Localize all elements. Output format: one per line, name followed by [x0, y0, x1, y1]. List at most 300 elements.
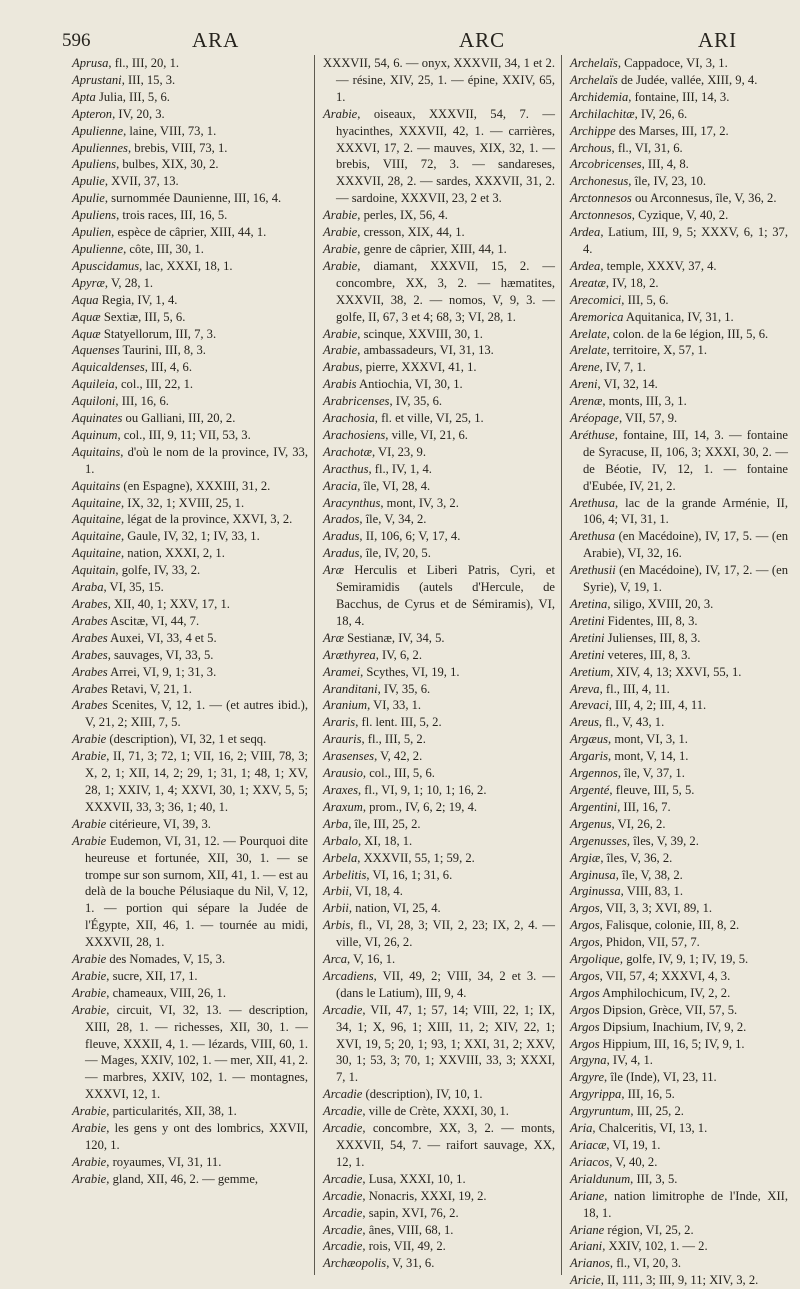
index-entry — [323, 647, 555, 664]
index-entry — [72, 833, 308, 951]
entry-term: Arianos — [570, 1256, 610, 1271]
entry-term: Argyruntum — [570, 1104, 631, 1119]
entry-term: Archilachitæ — [570, 106, 635, 121]
entry-references: , XXIV, 102, 1. — 2. — [602, 1239, 708, 1254]
entry-references: , fl. et ville, VI, 25, 1. — [374, 411, 484, 426]
entry-term: Aretium — [570, 664, 611, 679]
index-entry — [323, 1171, 555, 1188]
index-entry — [323, 630, 555, 647]
index-entry — [570, 342, 788, 359]
entry-references: (en Macédoine), IV, 17, 5. — (en Arabie), VI, 32, 16. — [583, 529, 788, 561]
entry-term: Aquiloni — [72, 394, 116, 409]
entry-term: Arethusii — [570, 563, 616, 578]
entry-references: , scinque, XXVIII, 30, 1. — [357, 326, 483, 341]
entry-term: Argolique — [570, 952, 620, 967]
index-entry — [323, 207, 555, 224]
entry-references: , concombre, XX, 3, 2. — monts, XXXVII, 54, 7. — raifort sauvage, XX, 12, 1. — [336, 1121, 555, 1169]
entry-references: , Latium, III, 9, 5; XXXV, 6, 1; 37, 4. — [583, 225, 788, 256]
entry-references: , col., III, 5, 6. — [362, 766, 435, 781]
index-entry — [72, 207, 308, 224]
entry-term: Argenus — [570, 816, 612, 831]
entry-references: , golfe, IV, 33, 2. — [115, 563, 201, 578]
entry-references: des Nomades, V, 15, 3. — [106, 952, 226, 967]
entry-term: Ardea — [570, 225, 601, 240]
entry-term: Aquitaine — [72, 529, 121, 544]
index-entry — [72, 1171, 308, 1188]
entry-references: , VIII, 83, 1. — [620, 884, 684, 899]
entry-references: , XXXVII, 55, 1; 59, 2. — [357, 850, 475, 865]
index-entry — [323, 1205, 555, 1222]
entry-references: , les gens y ont des lombrics, XXVII, 120, 1. — [85, 1121, 308, 1152]
entry-references: , VII, 49, 2; VIII, 34, 2 et 3. — (dans le Latium), III, 9, 4. — [336, 968, 555, 1000]
entry-term: Araxes — [323, 782, 358, 797]
entry-term: Arethusa — [570, 529, 616, 544]
index-entry — [72, 190, 308, 207]
entry-references: , fl., IV, 1, 4. — [368, 461, 432, 476]
entry-term: Arabes — [72, 630, 108, 645]
index-entry — [570, 106, 788, 123]
entry-term: Aprusa — [72, 56, 109, 70]
entry-references: , territoire, X, 57, 1. — [606, 343, 707, 358]
index-entry — [323, 951, 555, 968]
index-entry — [570, 917, 788, 934]
index-entry — [570, 900, 788, 917]
entry-term: Arabes — [72, 681, 108, 696]
entry-references: (en Espagne), XXXIII, 31, 2. — [120, 478, 271, 493]
entry-term: Apteron — [72, 106, 113, 121]
index-columns — [72, 55, 790, 1288]
index-entry — [570, 190, 788, 207]
entry-references: , Phidon, VII, 57, 7. — [599, 935, 700, 950]
entry-references: , rois, VII, 49, 2. — [362, 1239, 446, 1254]
entry-references: , ville de Crète, XXXI, 30, 1. — [362, 1104, 509, 1119]
index-entry — [570, 1137, 788, 1154]
index-entry — [570, 326, 788, 343]
index-entry — [323, 748, 555, 765]
entry-references: , temple, XXXV, 37, 4. — [600, 258, 717, 273]
index-entry — [570, 1086, 788, 1103]
index-entry — [323, 664, 555, 681]
entry-references: , pierre, XXXVI, 41, 1. — [359, 360, 477, 375]
entry-term: Arba — [323, 816, 349, 831]
entry-term: Areni — [570, 377, 598, 392]
index-entry — [323, 968, 555, 1002]
entry-term: Arachotæ — [323, 444, 372, 459]
entry-references: , ânes, VIII, 68, 1. — [362, 1222, 454, 1237]
entry-references: Herculis et Liberi Patris, Cyri, et Semiramidis (autels d'Hercule, de Bacchus, de Cyrus et de Sémiramis), VI, 18, 4. — [336, 563, 555, 628]
entry-term: Apulie — [72, 174, 105, 189]
index-entry — [570, 427, 788, 495]
entry-term: Arbis — [323, 918, 351, 933]
index-entry — [323, 867, 555, 884]
index-entry — [323, 444, 555, 461]
entry-references: , fl., VI, 31, 6. — [611, 140, 683, 155]
index-entry — [570, 1036, 788, 1053]
index-entry — [323, 883, 555, 900]
entry-references: , sauvages, VI, 33, 5. — [107, 647, 214, 662]
entry-references: ou Galliani, III, 20, 2. — [122, 411, 236, 426]
index-entry — [72, 241, 308, 258]
entry-term: Arabie — [323, 343, 358, 358]
entry-term: Areva — [570, 681, 600, 696]
entry-term: Arene — [570, 360, 600, 375]
entry-term: Argennos — [570, 766, 618, 781]
entry-term: Argos — [570, 1019, 600, 1034]
index-entry — [72, 123, 308, 140]
entry-references: Dipsion, Grèce, VII, 57, 5. — [599, 1002, 738, 1017]
index-entry — [72, 596, 308, 613]
index-entry — [72, 748, 308, 816]
index-entry — [570, 697, 788, 714]
entry-references: , chameaux, VIII, 26, 1. — [106, 985, 227, 1000]
index-entry — [72, 579, 308, 596]
entry-references: , golfe, IV, 9, 1; IV, 19, 5. — [619, 952, 749, 967]
entry-references: , V, 16, 1. — [347, 952, 396, 967]
entry-term: Arabis — [323, 377, 357, 392]
entry-references: , fl., III, 5, 2. — [361, 732, 426, 747]
entry-references: Scenites, V, 12, 1. — (et autres ibid.), V, 21, 2; XIII, 7, 5. — [85, 698, 308, 730]
index-entry — [72, 359, 308, 376]
index-entry — [570, 934, 788, 951]
entry-term: Arevaci — [570, 698, 609, 713]
entry-term: Aquitains — [72, 444, 121, 459]
index-entry — [72, 444, 308, 478]
index-entry — [72, 731, 308, 748]
index-entry — [72, 511, 308, 528]
running-head-middle: ARC — [459, 28, 506, 52]
index-entry — [72, 292, 308, 309]
entry-references: , nation limitrophe de l'Inde, XII, 18, 1. — [583, 1188, 788, 1220]
index-entry — [570, 714, 788, 731]
index-entry — [72, 140, 308, 157]
entry-term: Arabie — [323, 208, 358, 223]
index-entry — [72, 156, 308, 173]
index-entry — [570, 207, 788, 224]
entry-references: , ville, VI, 21, 6. — [385, 427, 468, 442]
index-entry — [323, 1255, 555, 1272]
entry-term: Aquitains — [72, 478, 121, 493]
entry-term: Aranditani — [323, 681, 378, 696]
entry-references: , îles, V, 39, 2. — [626, 833, 699, 848]
index-entry — [570, 968, 788, 985]
entry-term: Arcadie — [323, 1104, 363, 1119]
index-entry — [72, 1103, 308, 1120]
entry-references: , nation, XXXI, 2, 1. — [120, 546, 225, 561]
entry-references: , Lusa, XXXI, 10, 1. — [362, 1171, 466, 1186]
entry-references: , particularités, XII, 38, 1. — [106, 1104, 237, 1119]
entry-term: Arabie — [323, 106, 358, 121]
index-entry — [323, 799, 555, 816]
entry-term: Arados — [323, 512, 360, 527]
index-entry — [72, 275, 308, 292]
entry-term: Aracthus — [323, 461, 369, 476]
index-entry — [323, 731, 555, 748]
entry-term: Arcadiens — [323, 968, 374, 983]
index-entry — [570, 748, 788, 765]
running-head-left: ARA — [192, 28, 240, 52]
index-entry — [570, 140, 788, 157]
entry-term: Aræ — [323, 563, 344, 578]
entry-references: , XII, 40, 1; XXV, 17, 1. — [107, 597, 230, 611]
index-entry — [72, 106, 308, 123]
index-entry — [570, 292, 788, 309]
index-column-1 — [72, 55, 314, 1275]
entry-term: Arabie — [72, 816, 107, 831]
entry-term: Aquitain — [72, 563, 116, 578]
index-entry — [72, 224, 308, 241]
index-entry — [323, 1086, 555, 1103]
index-entry — [323, 241, 555, 258]
index-entry — [323, 224, 555, 241]
entry-term: Arginusa — [570, 867, 616, 882]
index-entry — [570, 833, 788, 850]
entry-references: Auxei, VI, 33, 4 et 5. — [107, 630, 217, 645]
index-entry — [72, 664, 308, 681]
entry-references: , fl., III, 4, 11. — [599, 681, 670, 696]
index-entry — [570, 630, 788, 647]
entry-references: XXXVII, 54, 6. — onyx, XXXVII, 34, 1 et 2. — résine, XIV, 25, 1. — épine, XXIV, 65, 1. — [323, 56, 555, 104]
index-entry — [570, 596, 788, 613]
entry-term: Ariani — [570, 1239, 603, 1254]
entry-references: , II, 71, 3; 72, 1; VII, 16, 2; VIII, 78, 3; X, 2, 1; XII, 14, 2; 29, 1; 31, 1; 48, 1; XV, 28, 1; XXIV, 1, 4; XXVI, 30, 1; XXV, 5, 5; XXXVII, 33, 3; 36, 1; 40, 1. — [85, 749, 308, 814]
index-entry — [323, 393, 555, 410]
entry-references: , île, IV, 20, 5. — [359, 546, 431, 561]
entry-references: , Nonacris, XXXI, 19, 2. — [362, 1188, 487, 1203]
entry-references: , Cyzique, V, 40, 2. — [631, 208, 729, 223]
index-entry — [570, 782, 788, 799]
entry-term: Arbii — [323, 901, 349, 916]
entry-term: Apuliennes — [72, 140, 128, 155]
index-entry — [570, 1154, 788, 1171]
entry-term: Aracia — [323, 478, 358, 493]
entry-references: , lac de la grande Arménie, II, 106, 4; VI, 31, 1. — [583, 495, 788, 527]
index-entry — [570, 562, 788, 596]
index-entry — [323, 545, 555, 562]
index-entry — [72, 393, 308, 410]
index-entry — [323, 714, 555, 731]
entry-term: Aranium — [323, 698, 368, 713]
entry-term: Araxum — [323, 799, 363, 814]
entry-references: Taurini, III, 8, 3. — [119, 343, 206, 358]
index-entry — [323, 850, 555, 867]
index-entry — [323, 833, 555, 850]
entry-term: Argos — [570, 918, 600, 933]
entry-term: Areatæ — [570, 275, 606, 290]
entry-term: Arabus — [323, 360, 360, 375]
entry-references: , VII, 47, 1; 57, 14; VIII, 22, 1; IX, 34, 1; X, 96, 1; XIII, 11, 2; XIV, 22, 1; XVI, 19, 5; 20, 1; 93, 1; XXI, 31, 2; XXV, 30, 1; 53, 3; 70, 1; XXVIII, 33, 3; XXXI, 7, 1. — [336, 1002, 555, 1085]
entry-references: Fidentes, III, 8, 3. — [604, 613, 698, 628]
entry-term: Archippe — [570, 123, 616, 138]
entry-references: , XIV, 4, 13; XXVI, 55, 1. — [610, 664, 742, 679]
entry-term: Arabes — [72, 647, 108, 662]
entry-references: Antiochia, VI, 30, 1. — [356, 377, 463, 392]
index-entry — [570, 55, 788, 72]
entry-references: , fontaine, III, 14, 3. — [628, 89, 730, 104]
entry-term: Arabes — [72, 613, 108, 628]
index-entry — [570, 1103, 788, 1120]
entry-references: , sucre, XII, 17, 1. — [106, 968, 198, 983]
entry-term: Arabie — [72, 1002, 107, 1017]
entry-term: Arasenses — [323, 749, 375, 764]
entry-term: Araba — [72, 580, 104, 595]
entry-term: Archæopolis — [323, 1256, 387, 1271]
entry-references: , VI, 33, 1. — [367, 698, 422, 713]
index-entry — [323, 359, 555, 376]
entry-term: Apulienne — [72, 241, 124, 256]
entry-term: Aræ — [323, 630, 344, 645]
entry-references: , bulbes, XIX, 30, 2. — [116, 157, 219, 172]
entry-term: Arbelitis — [323, 867, 367, 882]
entry-term: Aréopage — [570, 411, 619, 426]
entry-references: , III, 4, 2; III, 4, 11. — [608, 698, 707, 713]
entry-references: , IX, 32, 1; XVIII, 25, 1. — [120, 495, 245, 510]
entry-references: (description), IV, 10, 1. — [362, 1087, 483, 1102]
entry-references: Eudemon, VI, 31, 12. — Pourquoi dite heureuse et fortunée, XII, 30, 1. — se trompe sur son surnom, XII, 41, 1. — est au delà de la bouche Pélusiaque du Nil, V, 12, 1. — portion qui sépare la Judée de l'Égypte, XII, 46, 1. — tournée au midi, XXXVII, 28, 1. — [85, 833, 308, 950]
entry-term: Arcadie — [323, 1121, 363, 1136]
entry-references: Sestianæ, IV, 34, 5. — [344, 630, 445, 645]
entry-references: , monts, III, 3, 1. — [602, 394, 687, 409]
index-entry — [570, 1120, 788, 1137]
entry-term: Aramei — [323, 664, 361, 679]
index-entry — [323, 917, 555, 951]
entry-references: , brebis, VIII, 73, 1. — [127, 140, 228, 155]
entry-references: , gland, XII, 46, 2. — gemme, — [106, 1171, 259, 1186]
entry-term: Argos — [570, 1002, 600, 1017]
entry-references: , fl., VI, 9, 1; 10, 1; 16, 2. — [357, 782, 487, 797]
index-entry — [570, 681, 788, 698]
index-entry — [323, 816, 555, 833]
index-entry — [570, 123, 788, 140]
index-entry — [570, 647, 788, 664]
entry-term: Aretini — [570, 630, 605, 645]
entry-references: , VI, 32, 14. — [597, 377, 658, 392]
index-entry — [323, 106, 555, 207]
entry-term: Aprustani — [72, 72, 122, 87]
entry-term: Arcadie — [323, 1205, 363, 1220]
index-entry — [570, 985, 788, 1002]
index-entry — [323, 461, 555, 478]
entry-term: Arabricenses — [323, 394, 390, 409]
entry-references: , IV, 20, 3. — [112, 106, 165, 121]
entry-term: Aqua — [72, 292, 99, 307]
entry-term: Aquitaine — [72, 546, 121, 561]
entry-term: Argyre — [570, 1070, 605, 1085]
entry-references: , III, 25, 2. — [630, 1104, 684, 1119]
entry-term: Aria — [570, 1121, 593, 1136]
index-entry — [72, 647, 308, 664]
entry-term: Arelate — [570, 343, 607, 358]
entry-term: Apulienne — [72, 123, 124, 138]
entry-term: Aquæ — [72, 309, 101, 324]
entry-references: , royaumes, VI, 31, 11. — [106, 1154, 222, 1169]
index-entry — [72, 495, 308, 512]
entry-references: , III, 15, 3. — [121, 72, 176, 87]
entry-term: Aretini — [570, 613, 605, 628]
entry-term: Arecomici — [570, 292, 622, 307]
entry-term: Arcadie — [323, 1171, 363, 1186]
running-head-right: ARI — [698, 28, 738, 52]
index-entry — [72, 1002, 308, 1103]
entry-references: Retavi, V, 21, 1. — [107, 681, 192, 696]
index-entry — [72, 562, 308, 579]
entry-term: Aracynthus — [323, 495, 381, 510]
entry-references: , genre de câprier, XIII, 44, 1. — [357, 241, 507, 256]
entry-term: Arabie — [323, 241, 358, 256]
entry-references: , fontaine, III, 14, 3. — fontaine de Syracuse, II, 106, 3; XXXI, 30, 2. — de Béotie, IV, 12, 1. — fontaine d'Eubée, IV, 21, 2. — [583, 427, 788, 493]
index-entry — [570, 1069, 788, 1086]
entry-term: Arcadie — [323, 1222, 363, 1237]
entry-term: Argyna — [570, 1053, 607, 1068]
entry-term: Argenté — [570, 782, 610, 797]
entry-references: Julienses, III, 8, 3. — [604, 630, 701, 645]
index-entry — [323, 258, 555, 326]
entry-references: , île (Inde), VI, 23, 11. — [604, 1070, 717, 1085]
entry-term: Arachosia — [323, 411, 375, 426]
entry-references: , surnommée Daunienne, III, 16, 4. — [104, 191, 282, 206]
entry-term: Apuliens — [72, 157, 117, 172]
index-entry — [72, 1154, 308, 1171]
entry-references: , circuit, VI, 32, 13. — description, XIII, 28, 1. — richesses, XII, 30, 1. — fleuve, XXXII, 4, 1. — lézards, VIII, 60, 1. — Mages, XXIV, 102, 1. — mer, XII, 41, 2. — marbres, XXIV, 102, 1. — montagnes, XXXVI, 12, 1. — [85, 1002, 308, 1102]
entry-references: Ascitæ, VI, 44, 7. — [107, 613, 200, 628]
index-entry — [72, 410, 308, 427]
index-entry — [72, 72, 308, 89]
index-entry — [570, 1002, 788, 1019]
entry-references: Regia, IV, 1, 4. — [98, 292, 178, 307]
entry-term: Arabie — [72, 1104, 107, 1119]
index-entry — [323, 342, 555, 359]
entry-references: , VI, 26, 2. — [611, 816, 666, 831]
entry-references: de Judée, vallée, XIII, 9, 4. — [617, 72, 758, 87]
entry-references: , espèce de câprier, XIII, 44, 1. — [111, 225, 267, 240]
entry-term: Argiæ — [570, 850, 601, 865]
entry-term: Arcadie — [323, 1188, 363, 1203]
entry-term: Arginussa — [570, 884, 621, 899]
entry-term: Arabie — [72, 985, 107, 1000]
index-column-3 — [561, 55, 788, 1288]
entry-term: Aquinates — [72, 411, 123, 426]
entry-term: Aquitaine — [72, 512, 121, 527]
entry-references: ou Arconnesus, île, V, 36, 2. — [631, 191, 777, 206]
entry-term: Archonesus — [570, 174, 629, 189]
entry-references: , XVII, 37, 13. — [104, 174, 179, 189]
entry-term: Argenusses — [570, 833, 627, 848]
index-entry — [570, 258, 788, 275]
entry-term: Aquileia — [72, 377, 115, 392]
entry-term: Arabie — [72, 1171, 107, 1186]
index-entry — [323, 511, 555, 528]
entry-references: veteres, III, 8, 3. — [604, 647, 691, 662]
entry-term: Arcadie — [323, 1239, 363, 1254]
entry-references: , fl., VI, 28, 3; VII, 2, 23; IX, 2, 4. — ville, VI, 26, 2. — [336, 918, 555, 950]
entry-references: , VI, 18, 4. — [348, 884, 403, 899]
entry-references: , nation, VI, 25, 4. — [348, 901, 441, 916]
entry-term: Aremorica — [570, 309, 624, 324]
index-entry — [570, 376, 788, 393]
entry-term: Areus — [570, 715, 599, 730]
entry-references: , II, 111, 3; III, 9, 11; XIV, 3, 2. — [600, 1273, 759, 1288]
index-entry — [323, 478, 555, 495]
index-entry — [570, 393, 788, 410]
entry-term: Arca — [323, 952, 348, 967]
entry-references: , ambassadeurs, VI, 31, 13. — [357, 343, 494, 358]
entry-references: , côte, III, 30, 1. — [123, 241, 204, 256]
entry-term: Arcadie — [323, 1087, 363, 1102]
entry-term: Argos — [570, 968, 600, 983]
index-entry — [570, 1052, 788, 1069]
entry-references: , Gaule, IV, 32, 1; IV, 33, 1. — [120, 529, 260, 544]
entry-references: , îles, V, 36, 2. — [600, 850, 673, 865]
index-entry — [570, 1255, 788, 1272]
